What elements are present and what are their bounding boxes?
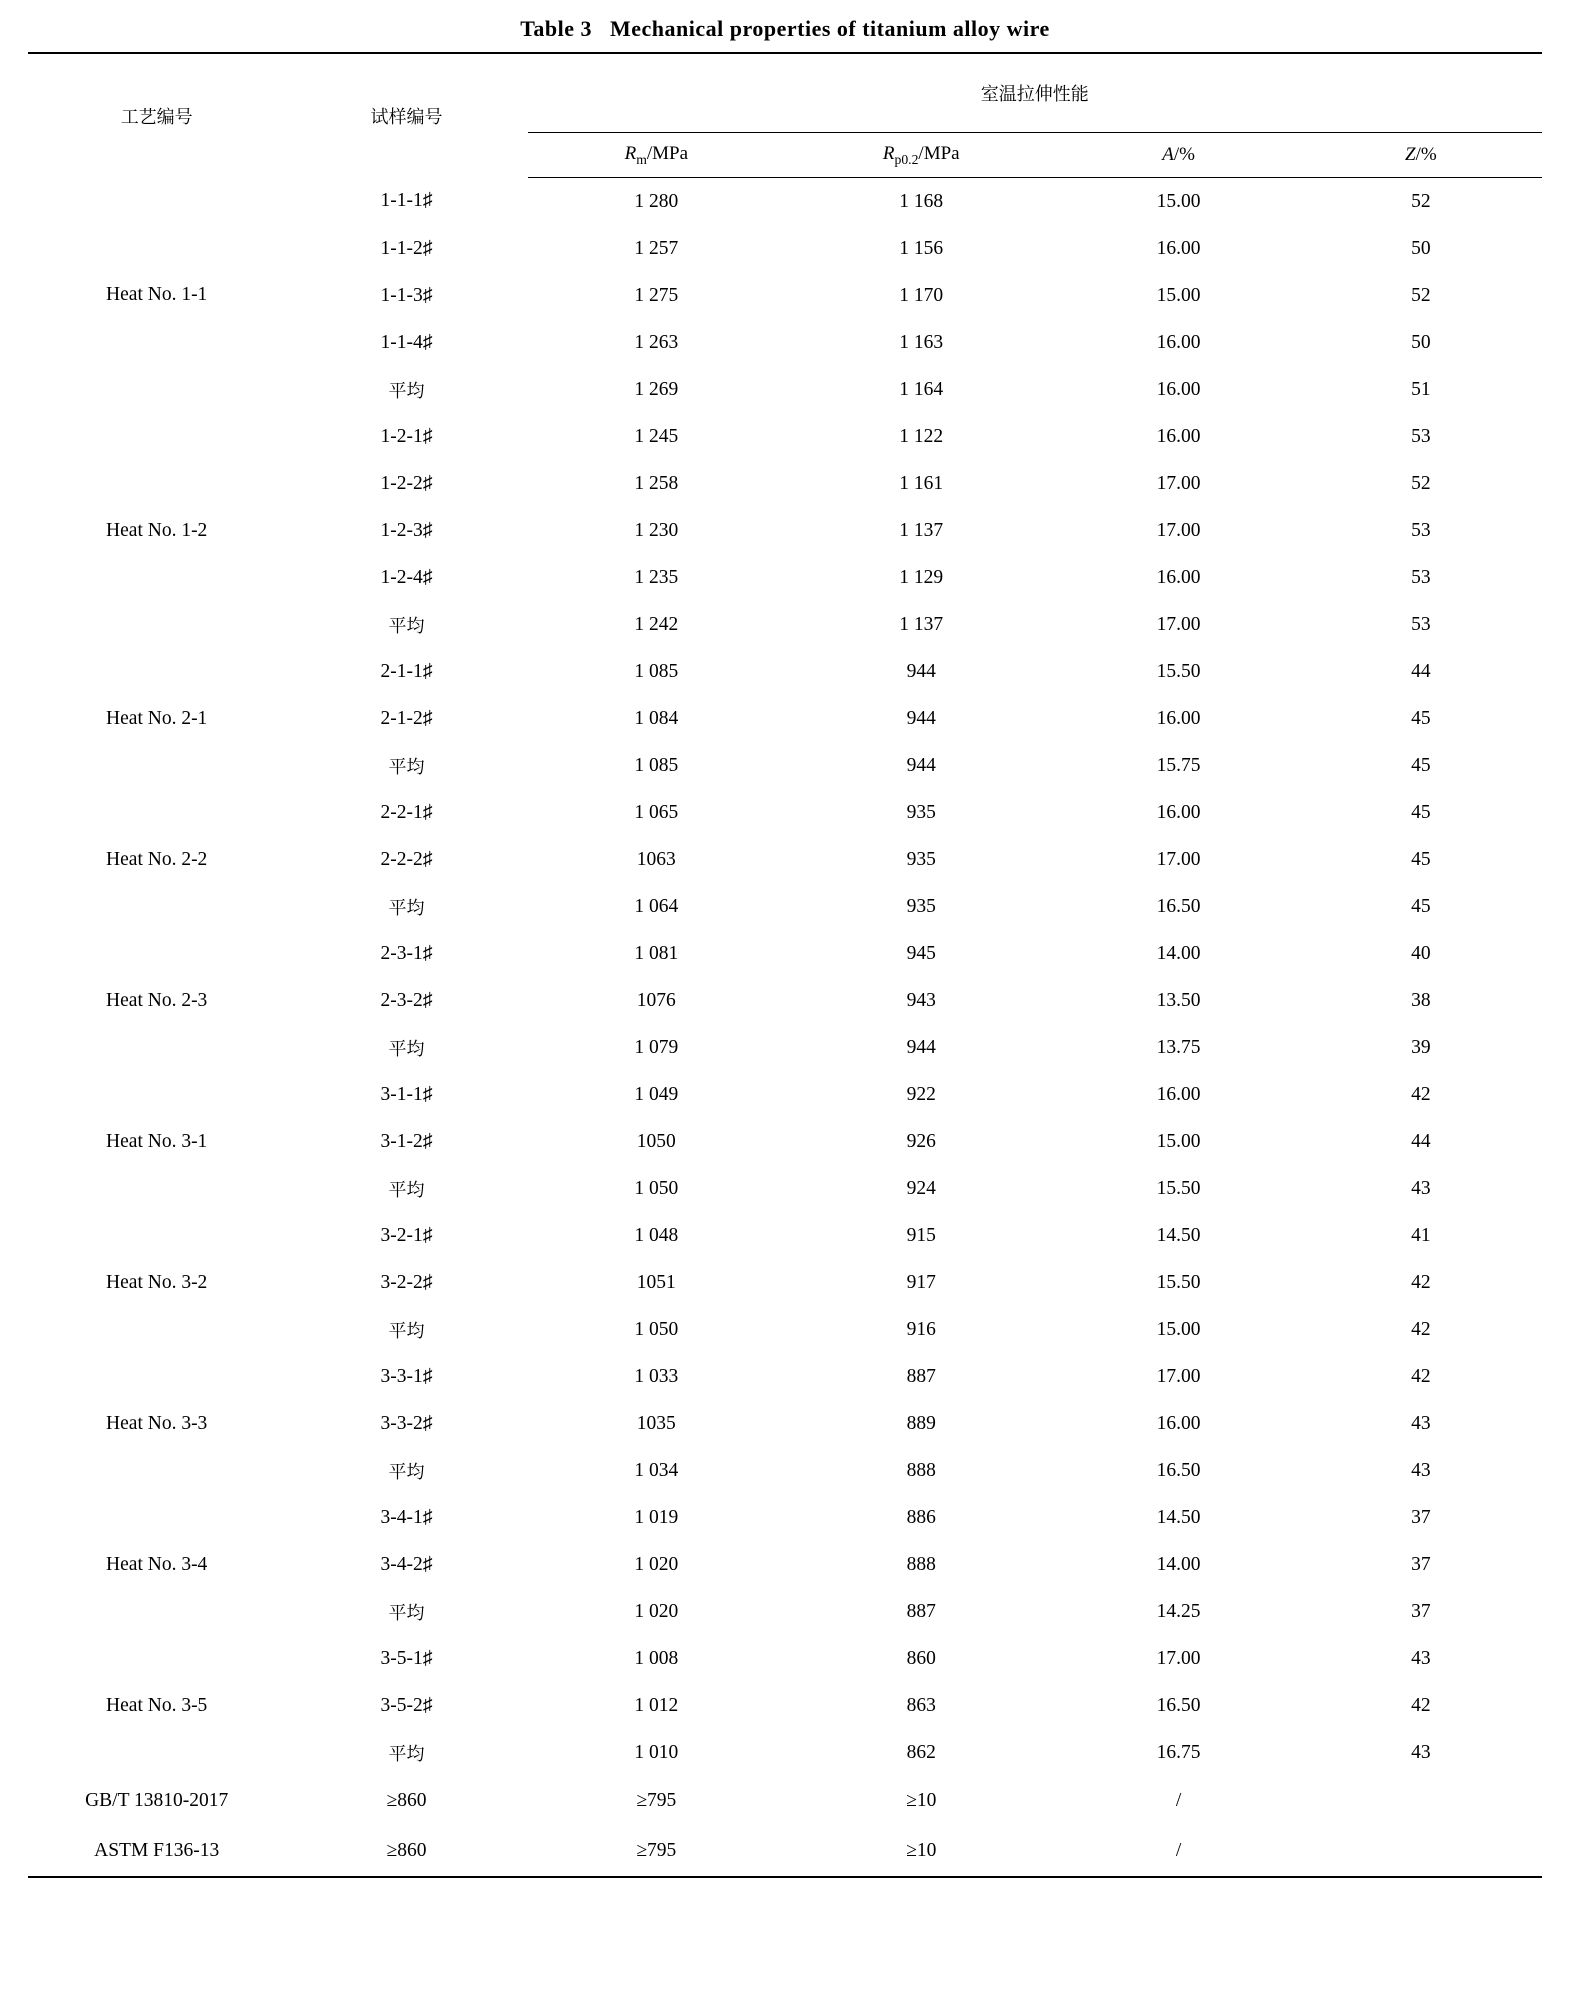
- cell-elongation: 15.50: [1156, 660, 1201, 682]
- group-label-4: Heat No. 2-3: [106, 989, 208, 1011]
- cell-specimen: 1-2-1♯: [380, 425, 433, 447]
- cell-specimen: 平均: [388, 615, 425, 637]
- cell-rp02: 889: [906, 1412, 936, 1434]
- cell-reduction: 42: [1411, 1318, 1431, 1340]
- cell-reduction: 53: [1411, 425, 1431, 447]
- cell-reduction: 43: [1411, 1741, 1431, 1763]
- cell-specimen: 3-5-1♯: [380, 1647, 433, 1669]
- cell-rm: 1 012: [634, 1694, 679, 1716]
- table-row: [28, 1494, 1542, 1541]
- cell-reduction: 50: [1411, 237, 1431, 259]
- group-label-2: Heat No. 2-1: [106, 707, 208, 729]
- cell-elongation: 16.75: [1156, 1741, 1201, 1763]
- cell-reduction: 43: [1411, 1647, 1431, 1669]
- cell-rm: 1 280: [634, 190, 679, 212]
- cell-rp02: 1 137: [899, 613, 944, 635]
- cell-elongation: 17.00: [1156, 1647, 1201, 1669]
- group-label-6: Heat No. 3-2: [106, 1271, 208, 1293]
- group-label-0: Heat No. 1-1: [106, 284, 208, 306]
- cell-specimen: 平均: [388, 1038, 425, 1060]
- cell-rm: 1 050: [634, 1177, 679, 1199]
- table-row: [28, 413, 1542, 460]
- cell-rm: 1 034: [634, 1459, 679, 1481]
- cell-rm: 1 230: [634, 519, 679, 541]
- cell-rm: 1051: [636, 1271, 676, 1293]
- cell-rm: 1 085: [634, 660, 679, 682]
- cell-elongation: 16.00: [1156, 1083, 1201, 1105]
- cell-rm: 1035: [636, 1412, 676, 1434]
- cell-elongation: 16.00: [1156, 566, 1201, 588]
- cell-elongation: 17.00: [1156, 613, 1201, 635]
- cell-specimen: 3-4-1♯: [380, 1506, 433, 1528]
- cell-elongation: 13.75: [1156, 1036, 1201, 1058]
- cell-rp02: 944: [906, 1036, 936, 1058]
- cell-reduction: 37: [1411, 1553, 1431, 1575]
- cell-rm: 1 242: [634, 613, 679, 635]
- cell-specimen: 1-1-2♯: [380, 237, 433, 259]
- cell-rm: 1 064: [634, 895, 679, 917]
- cell-reduction: 41: [1411, 1224, 1431, 1246]
- cell-rp02: 862: [906, 1741, 936, 1763]
- cell-reduction: 45: [1411, 895, 1431, 917]
- standard-name: ASTM F136-13: [28, 1826, 285, 1877]
- cell-rp02: 888: [906, 1459, 936, 1481]
- cell-rm: 1 050: [634, 1318, 679, 1340]
- cell-rp02: 1 129: [899, 566, 944, 588]
- header-z: Z/%: [1300, 133, 1542, 178]
- cell-specimen: 3-2-2♯: [380, 1271, 433, 1293]
- cell-rp02: 1 170: [899, 284, 944, 306]
- cell-rm: 1 263: [634, 331, 679, 353]
- cell-elongation: 14.25: [1156, 1600, 1201, 1622]
- cell-rp02: 924: [906, 1177, 936, 1199]
- cell-specimen: 3-3-2♯: [380, 1412, 433, 1434]
- cell-reduction: 53: [1411, 566, 1431, 588]
- cell-elongation: 14.50: [1156, 1224, 1201, 1246]
- table-row: [28, 1071, 1542, 1118]
- cell-elongation: 14.00: [1156, 942, 1201, 964]
- cell-reduction: 43: [1411, 1177, 1431, 1199]
- table-body: [28, 53, 1542, 1877]
- cell-elongation: 17.00: [1156, 848, 1201, 870]
- table-row: [28, 930, 1542, 977]
- cell-elongation: 16.50: [1156, 1694, 1201, 1716]
- cell-elongation: 16.50: [1156, 1459, 1201, 1481]
- cell-rp02: 1 156: [899, 237, 944, 259]
- cell-rp02: 887: [906, 1365, 936, 1387]
- cell-specimen: 3-2-1♯: [380, 1224, 433, 1246]
- cell-rp02: 944: [906, 707, 936, 729]
- cell-rm: 1050: [636, 1130, 676, 1152]
- cell-reduction: 45: [1411, 707, 1431, 729]
- cell-specimen: 2-3-1♯: [380, 942, 433, 964]
- group-label-9: Heat No. 3-5: [106, 1694, 208, 1716]
- standard-rm: ≥860: [386, 1790, 427, 1811]
- header-a: A/%: [1058, 133, 1300, 178]
- header-tensile-group: 室温拉伸性能: [528, 53, 1542, 133]
- cell-rp02: 1 163: [899, 331, 944, 353]
- cell-specimen: 3-1-1♯: [380, 1083, 433, 1105]
- cell-reduction: 52: [1411, 284, 1431, 306]
- cell-specimen: 平均: [388, 897, 425, 919]
- cell-specimen: 平均: [388, 380, 425, 402]
- cell-elongation: 16.00: [1156, 331, 1201, 353]
- cell-specimen: 1-2-3♯: [380, 519, 433, 541]
- cell-specimen: 3-4-2♯: [380, 1553, 433, 1575]
- cell-elongation: 15.50: [1156, 1177, 1201, 1199]
- cell-reduction: 45: [1411, 754, 1431, 776]
- header-rp02: $R_{p0.2}$/MPa: [785, 133, 1058, 178]
- standard-row: [28, 1826, 1542, 1877]
- mechanical-properties-table: [28, 52, 1542, 1878]
- cell-specimen: 1-1-4♯: [380, 331, 433, 353]
- cell-rp02: 887: [906, 1600, 936, 1622]
- cell-elongation: 17.00: [1156, 472, 1201, 494]
- cell-specimen: 2-1-1♯: [380, 660, 433, 682]
- cell-specimen: 2-2-1♯: [380, 801, 433, 823]
- cell-rm: 1 010: [634, 1741, 679, 1763]
- cell-specimen: 平均: [388, 1179, 425, 1201]
- cell-specimen: 1-1-3♯: [380, 284, 433, 306]
- cell-elongation: 15.00: [1156, 284, 1201, 306]
- standard-rp02: ≥795: [528, 1826, 785, 1877]
- cell-specimen: 1-1-1♯: [380, 190, 433, 212]
- cell-rp02: 886: [906, 1506, 936, 1528]
- standard-row: [28, 1776, 1542, 1826]
- cell-specimen: 2-2-2♯: [380, 848, 433, 870]
- cell-reduction: 53: [1411, 613, 1431, 635]
- cell-rm: 1 033: [634, 1365, 679, 1387]
- cell-reduction: 50: [1411, 331, 1431, 353]
- standard-reduction: /: [1058, 1826, 1300, 1877]
- cell-rm: 1 019: [634, 1506, 679, 1528]
- cell-specimen: 3-1-2♯: [380, 1130, 433, 1152]
- cell-specimen: 平均: [388, 756, 425, 778]
- cell-rm: 1 245: [634, 425, 679, 447]
- cell-elongation: 16.00: [1156, 1412, 1201, 1434]
- cell-rm: 1 020: [634, 1600, 679, 1622]
- cell-reduction: 53: [1411, 519, 1431, 541]
- cell-rp02: 944: [906, 660, 936, 682]
- standard-rm: ≥860: [285, 1826, 527, 1877]
- cell-elongation: 15.00: [1156, 190, 1201, 212]
- cell-rp02: 1 137: [899, 519, 944, 541]
- cell-elongation: 14.50: [1156, 1506, 1201, 1528]
- cell-specimen: 平均: [388, 1743, 425, 1765]
- cell-reduction: 52: [1411, 472, 1431, 494]
- group-label-8: Heat No. 3-4: [106, 1553, 208, 1575]
- cell-rm: 1 258: [634, 472, 679, 494]
- cell-reduction: 43: [1411, 1459, 1431, 1481]
- table-title: [28, 16, 1542, 42]
- header-process: 工艺编号: [28, 53, 285, 178]
- cell-rm: 1 008: [634, 1647, 679, 1669]
- cell-rm: 1 065: [634, 801, 679, 823]
- cell-rp02: 917: [906, 1271, 936, 1293]
- cell-elongation: 16.00: [1156, 425, 1201, 447]
- table-title-text: Mechanical properties of titanium alloy wire: [610, 16, 1050, 41]
- cell-elongation: 15.50: [1156, 1271, 1201, 1293]
- cell-reduction: 42: [1411, 1365, 1431, 1387]
- cell-rp02: 1 164: [899, 378, 944, 400]
- cell-specimen: 1-2-2♯: [380, 472, 433, 494]
- cell-rm: 1 085: [634, 754, 679, 776]
- cell-reduction: 43: [1411, 1412, 1431, 1434]
- cell-rp02: 935: [906, 801, 936, 823]
- standard-elongation: ≥10: [785, 1826, 1058, 1877]
- cell-rm: 1 020: [634, 1553, 679, 1575]
- cell-reduction: 44: [1411, 1130, 1431, 1152]
- cell-specimen: 平均: [388, 1320, 425, 1342]
- cell-elongation: 15.75: [1156, 754, 1201, 776]
- group-label-5: Heat No. 3-1: [106, 1130, 208, 1152]
- cell-rp02: 935: [906, 895, 936, 917]
- table-header-row-1: [28, 53, 1542, 133]
- cell-reduction: 37: [1411, 1506, 1431, 1528]
- cell-rp02: 860: [906, 1647, 936, 1669]
- cell-reduction: 37: [1411, 1600, 1431, 1622]
- cell-reduction: 38: [1411, 989, 1431, 1011]
- table-row: [28, 648, 1542, 695]
- cell-rm: 1 049: [634, 1083, 679, 1105]
- cell-elongation: 15.00: [1156, 1318, 1201, 1340]
- table-row: [28, 1353, 1542, 1400]
- cell-elongation: 17.00: [1156, 1365, 1201, 1387]
- cell-specimen: 平均: [388, 1461, 425, 1483]
- group-label-7: Heat No. 3-3: [106, 1412, 208, 1434]
- cell-reduction: 44: [1411, 660, 1431, 682]
- header-specimen: 试样编号: [285, 53, 527, 178]
- cell-specimen: 2-3-2♯: [380, 989, 433, 1011]
- cell-rp02: 944: [906, 754, 936, 776]
- standard-name: GB/T 13810-2017: [85, 1790, 229, 1811]
- cell-reduction: 40: [1411, 942, 1431, 964]
- cell-elongation: 15.00: [1156, 1130, 1201, 1152]
- cell-elongation: 13.50: [1156, 989, 1201, 1011]
- cell-elongation: 16.00: [1156, 801, 1201, 823]
- cell-rm: 1063: [636, 848, 676, 870]
- cell-reduction: 42: [1411, 1083, 1431, 1105]
- table-row: [28, 789, 1542, 836]
- cell-reduction: 45: [1411, 801, 1431, 823]
- cell-rm: 1 235: [634, 566, 679, 588]
- table-title-label: Table 3: [520, 16, 593, 41]
- table-row: [28, 178, 1542, 226]
- cell-rm: 1 269: [634, 378, 679, 400]
- cell-specimen: 3-3-1♯: [380, 1365, 433, 1387]
- cell-specimen: 1-2-4♯: [380, 566, 433, 588]
- table-row: [28, 1212, 1542, 1259]
- cell-rp02: 943: [906, 989, 936, 1011]
- cell-rp02: 1 122: [899, 425, 944, 447]
- cell-elongation: 16.00: [1156, 378, 1201, 400]
- cell-specimen: 2-1-2♯: [380, 707, 433, 729]
- cell-rp02: 1 161: [899, 472, 944, 494]
- cell-rp02: 888: [906, 1553, 936, 1575]
- cell-rm: 1 048: [634, 1224, 679, 1246]
- cell-reduction: 51: [1411, 378, 1431, 400]
- cell-rp02: 1 168: [899, 190, 944, 212]
- cell-rp02: 935: [906, 848, 936, 870]
- cell-specimen: 平均: [388, 1602, 425, 1624]
- cell-rm: 1 081: [634, 942, 679, 964]
- cell-rm: 1076: [636, 989, 676, 1011]
- cell-elongation: 16.00: [1156, 237, 1201, 259]
- cell-reduction: 39: [1411, 1036, 1431, 1058]
- cell-rp02: 922: [906, 1083, 936, 1105]
- cell-rm: 1 079: [634, 1036, 679, 1058]
- cell-reduction: 52: [1411, 190, 1431, 212]
- group-label-1: Heat No. 1-2: [106, 519, 208, 541]
- cell-elongation: 16.00: [1156, 707, 1201, 729]
- cell-reduction: 42: [1411, 1271, 1431, 1293]
- cell-rp02: 915: [906, 1224, 936, 1246]
- cell-specimen: 3-5-2♯: [380, 1694, 433, 1716]
- cell-elongation: 16.50: [1156, 895, 1201, 917]
- cell-elongation: 17.00: [1156, 519, 1201, 541]
- cell-rm: 1 084: [634, 707, 679, 729]
- cell-rm: 1 257: [634, 237, 679, 259]
- table-row: [28, 1635, 1542, 1682]
- standard-reduction: /: [1175, 1790, 1182, 1811]
- cell-reduction: 45: [1411, 848, 1431, 870]
- cell-rm: 1 275: [634, 284, 679, 306]
- standard-blank: [1300, 1826, 1542, 1877]
- group-label-3: Heat No. 2-2: [106, 848, 208, 870]
- cell-rp02: 916: [906, 1318, 936, 1340]
- cell-elongation: 14.00: [1156, 1553, 1201, 1575]
- cell-rp02: 926: [906, 1130, 936, 1152]
- cell-rp02: 863: [906, 1694, 936, 1716]
- cell-rp02: 945: [906, 942, 936, 964]
- standard-blank: [1300, 1776, 1542, 1826]
- cell-reduction: 42: [1411, 1694, 1431, 1716]
- standard-rp02: ≥795: [636, 1790, 677, 1811]
- header-rm: $R_m$/MPa: [528, 133, 785, 178]
- standard-elongation: ≥10: [906, 1790, 937, 1811]
